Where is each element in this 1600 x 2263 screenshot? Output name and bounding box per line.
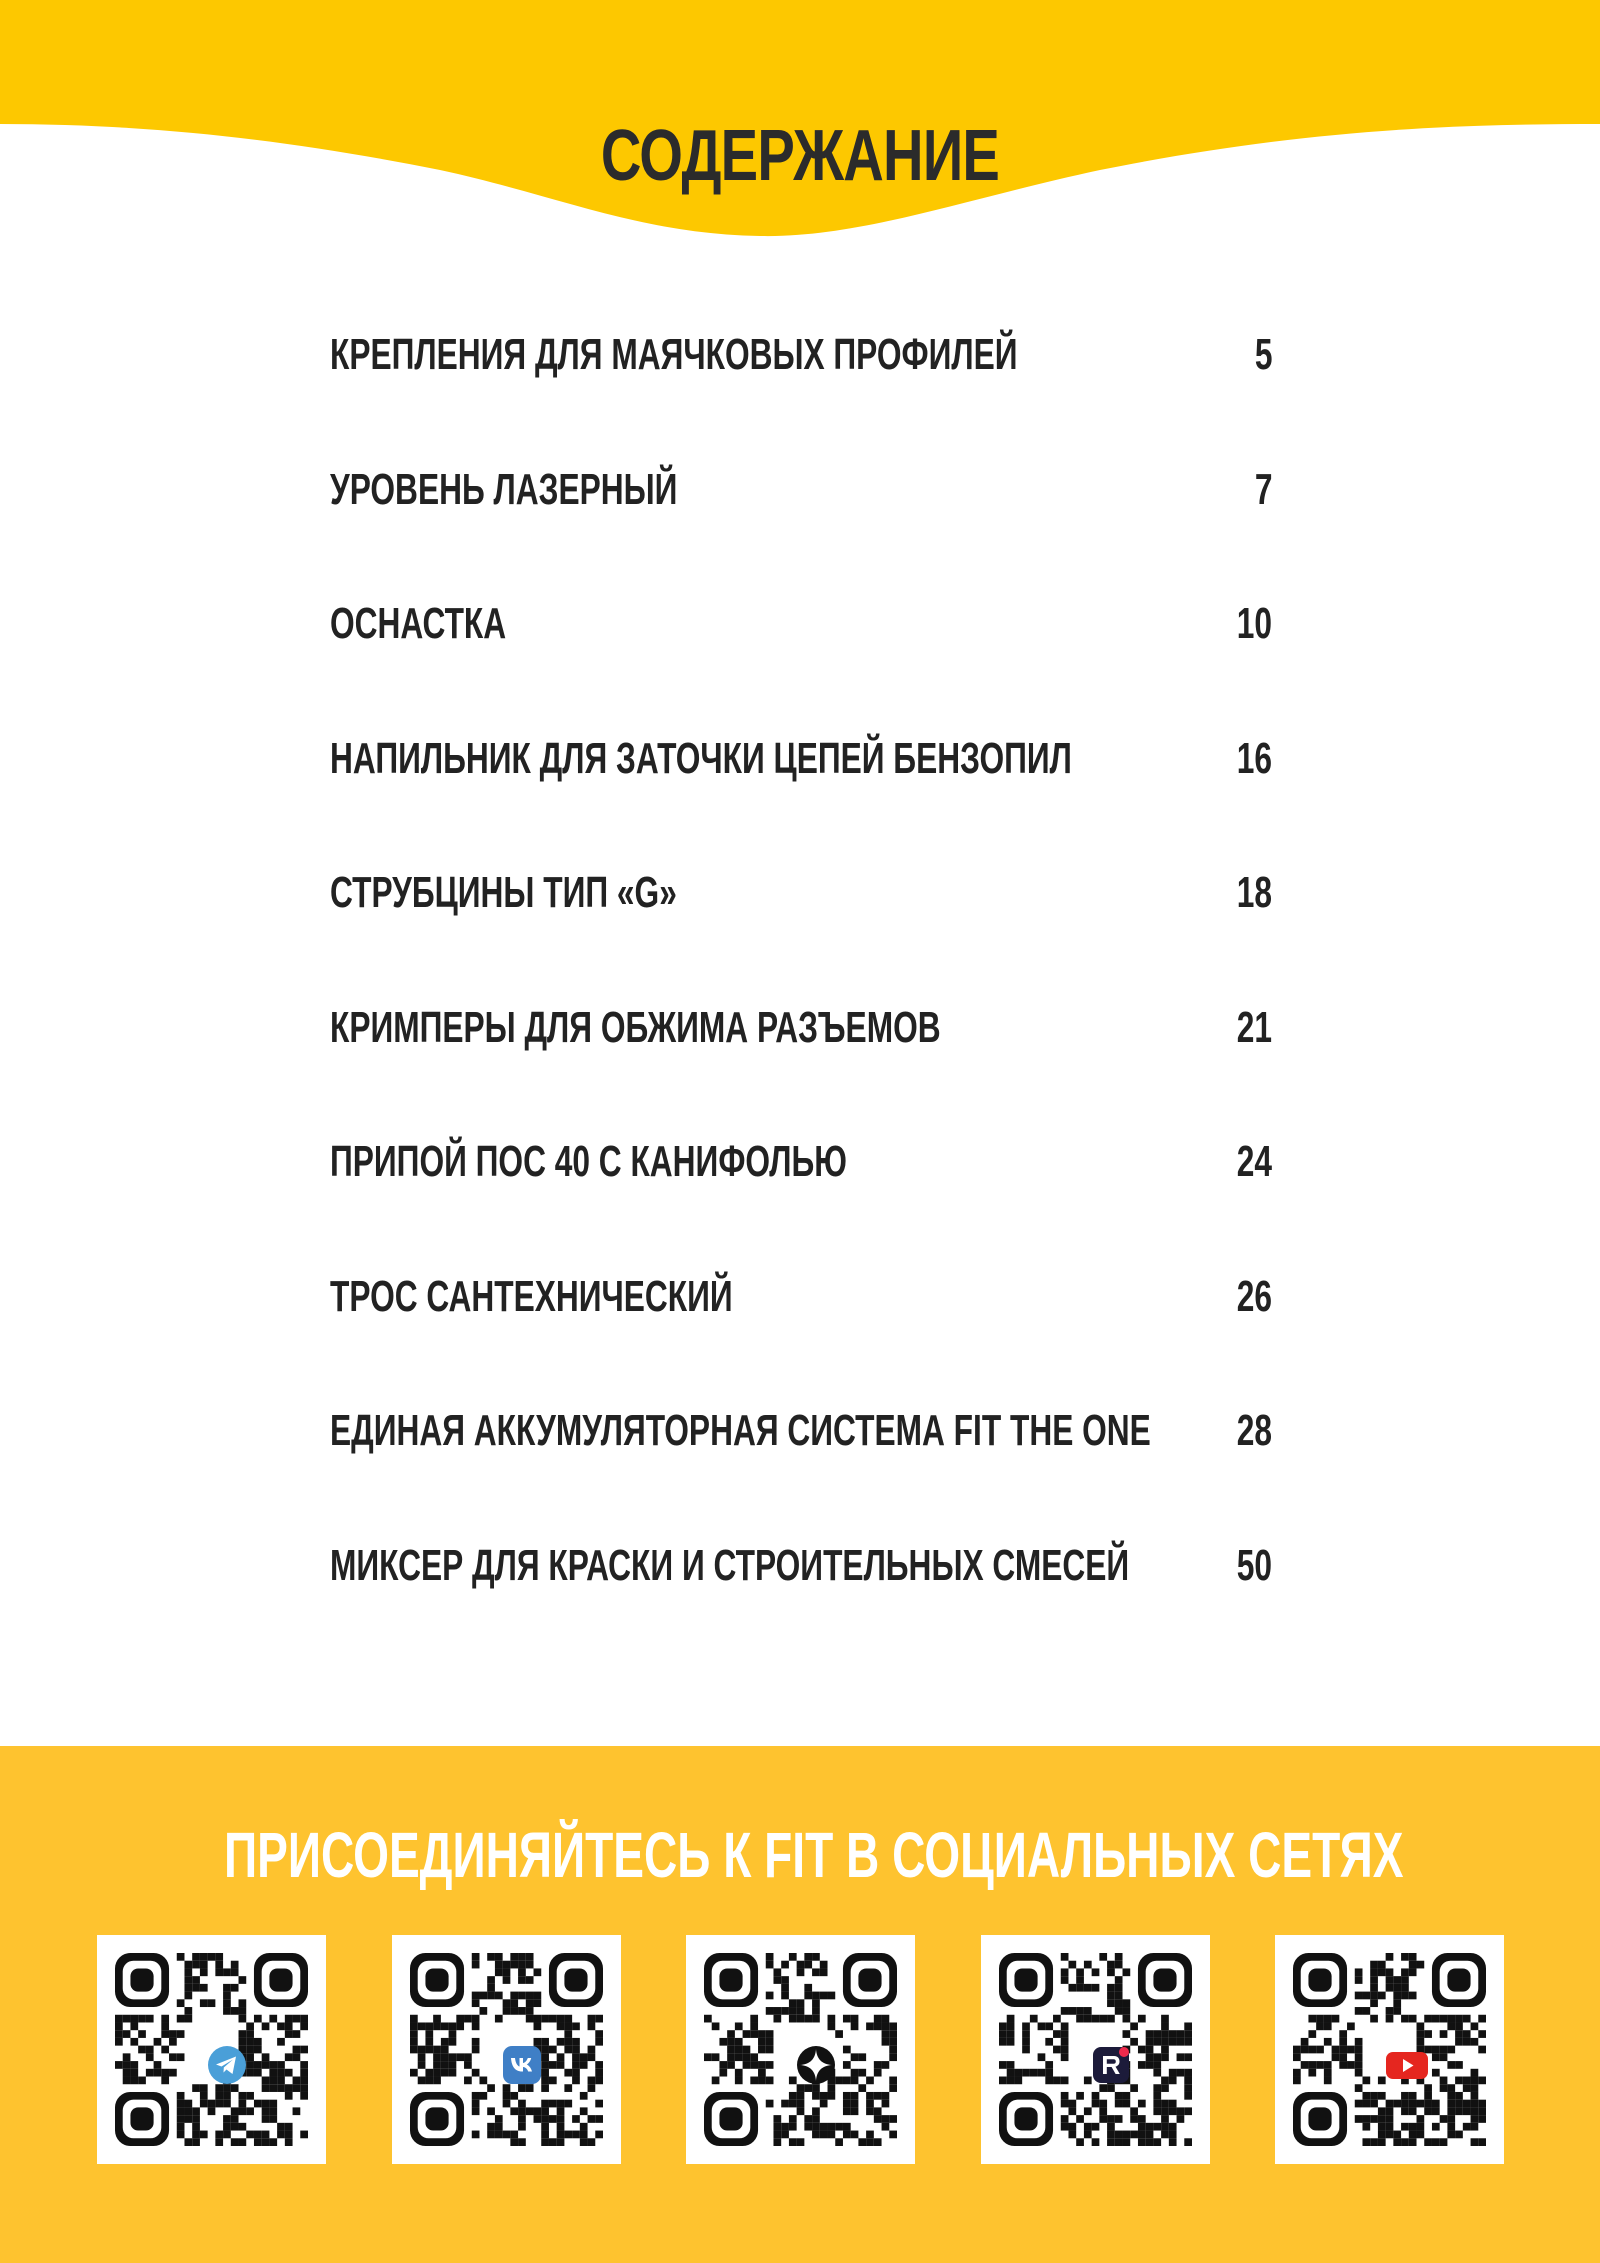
toc-item[interactable] [330,587,1272,722]
toc-item-page: 5 [1254,330,1272,379]
toc-item[interactable] [330,722,1272,857]
toc-item[interactable] [330,318,1272,453]
qr-code-rutube[interactable] [981,1935,1210,2164]
toc-item-label: МИКСЕР ДЛЯ КРАСКИ И СТРОИТЕЛЬНЫХ СМЕСЕЙ [330,1540,1130,1590]
toc-item-label: ЕДИНАЯ АККУМУЛЯТОРНАЯ СИСТЕМА FIT THE ONE [330,1406,1151,1455]
toc-item-page: 10 [1236,599,1272,648]
toc-item-page: 16 [1236,733,1272,783]
social-heading: ПРИСОЕДИНЯЙТЕСЬ К FIT В СОЦИАЛЬНЫХ СЕТЯХ [224,1819,1404,1891]
toc-item[interactable] [330,1260,1272,1395]
toc-item-label: СТРУБЦИНЫ ТИП «G» [330,868,677,917]
toc-item[interactable] [330,856,1272,991]
toc-item-label: УРОВЕНЬ ЛАЗЕРНЫЙ [330,464,678,514]
rutube-icon [1073,2027,1119,2073]
telegram-icon [189,2027,235,2073]
toc-item-label: НАПИЛЬНИК ДЛЯ ЗАТОЧКИ ЦЕПЕЙ БЕНЗОПИЛ [330,733,1072,783]
toc-item-page: 18 [1236,868,1272,917]
toc-item-page: 26 [1236,1271,1272,1321]
toc-item[interactable] [330,1529,1272,1664]
toc-item-page: 50 [1236,1540,1272,1590]
social-band [0,1746,1600,2263]
page-title: СОДЕРЖАНИЕ [600,116,1000,196]
qr-code-telegram[interactable] [97,1935,326,2164]
qr-code-vk[interactable] [392,1935,621,2164]
youtube-icon [1367,2027,1413,2073]
toc-item-label: КРЕПЛЕНИЯ ДЛЯ МАЯЧКОВЫХ ПРОФИЛЕЙ [330,330,1018,379]
toc-item-label: ТРОС САНТЕХНИЧЕСКИЙ [330,1271,733,1321]
qr-code-dzen[interactable] [686,1935,915,2164]
toc-item[interactable] [330,1394,1272,1529]
toc-item[interactable] [330,991,1272,1126]
toc-list [330,318,1272,1663]
toc-item-label: КРИМПЕРЫ ДЛЯ ОБЖИМА РАЗЪЕМОВ [330,1002,941,1052]
toc-item-page: 21 [1236,1002,1272,1052]
toc-item-page: 7 [1254,464,1272,514]
vk-icon [484,2027,530,2073]
toc-item-page: 28 [1236,1406,1272,1455]
toc-item[interactable] [330,453,1272,588]
toc-item-page: 24 [1236,1137,1272,1186]
toc-item[interactable] [330,1125,1272,1260]
toc-item-label: ПРИПОЙ ПОС 40 С КАНИФОЛЬЮ [330,1137,847,1186]
qr-code-youtube[interactable] [1275,1935,1504,2164]
toc-item-label: ОСНАСТКА [330,599,507,648]
dzen-icon [778,2027,824,2073]
